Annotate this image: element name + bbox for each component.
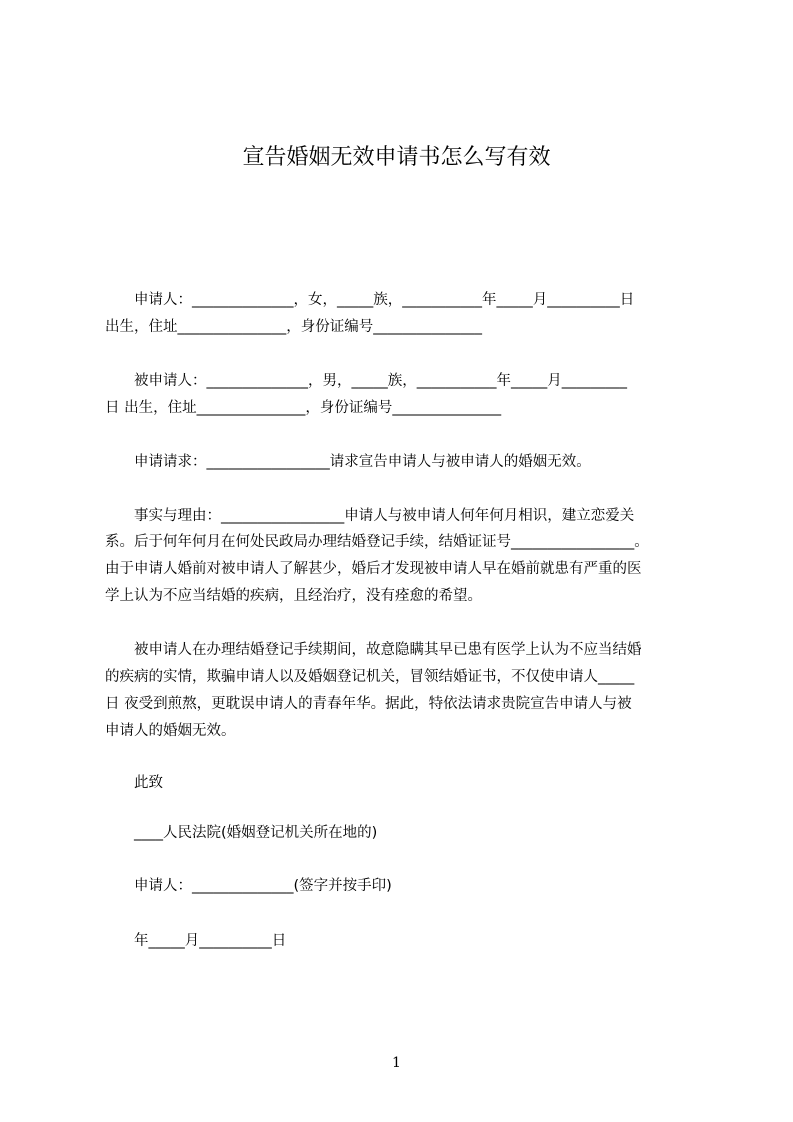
facts-line-3: 由于申请人婚前对被申请人了解甚少，婚后才发现被申请人早在婚前就患有严重的医	[105, 561, 642, 577]
facts-line-1: 事实与理由：_________________申请人与被申请人何年何月相识，建立恋爱关	[105, 508, 635, 524]
facts-line-2: 系。后于何年何月在何处民政局办理结婚登记手续，结婚证证号_________________。	[105, 534, 649, 550]
document-title: 宣告婚姻无效申请书怎么写有效	[242, 145, 551, 170]
date-line: 年_____月__________日	[105, 933, 287, 949]
applicant-line-2: 出生，住址_______________，身份证编号_______________	[105, 319, 482, 335]
salutation: 此致	[105, 775, 163, 791]
applicant-line-1: 申请人：______________，女，_____族，___________年_____月__________日	[105, 292, 635, 308]
reason-line-4: 申请人的婚姻无效。	[105, 723, 236, 739]
reason-line-3: 日 夜受到煎熬，更耽误申请人的青春年华。据此，特依法请求贵院宣告申请人与被	[105, 696, 632, 712]
page-number: 1	[392, 1055, 401, 1071]
facts-line-4: 学上认为不应当结婚的疾病，且经治疗，没有痊愈的希望。	[105, 588, 482, 604]
signature-line: 申请人：______________(签字并按手印)	[105, 878, 392, 894]
request-line: 申请请求：_________________请求宣告申请人与被申请人的婚姻无效。	[105, 454, 591, 470]
reason-line-1: 被申请人在办理结婚登记手续期间，故意隐瞒其早已患有医学上认为不应当结婚	[105, 642, 642, 658]
respondent-line-1: 被申请人：______________，男，_____族，___________年_____月_________	[105, 373, 627, 389]
respondent-line-2: 日 出生，住址_______________，身份证编号_______________	[105, 400, 502, 416]
court-line: ____人民法院(婚姻登记机关所在地的)	[105, 825, 378, 841]
reason-line-2: 的疾病的实情，欺骗申请人以及婚姻登记机关，冒领结婚证书，不仅使申请人_____	[105, 669, 635, 685]
